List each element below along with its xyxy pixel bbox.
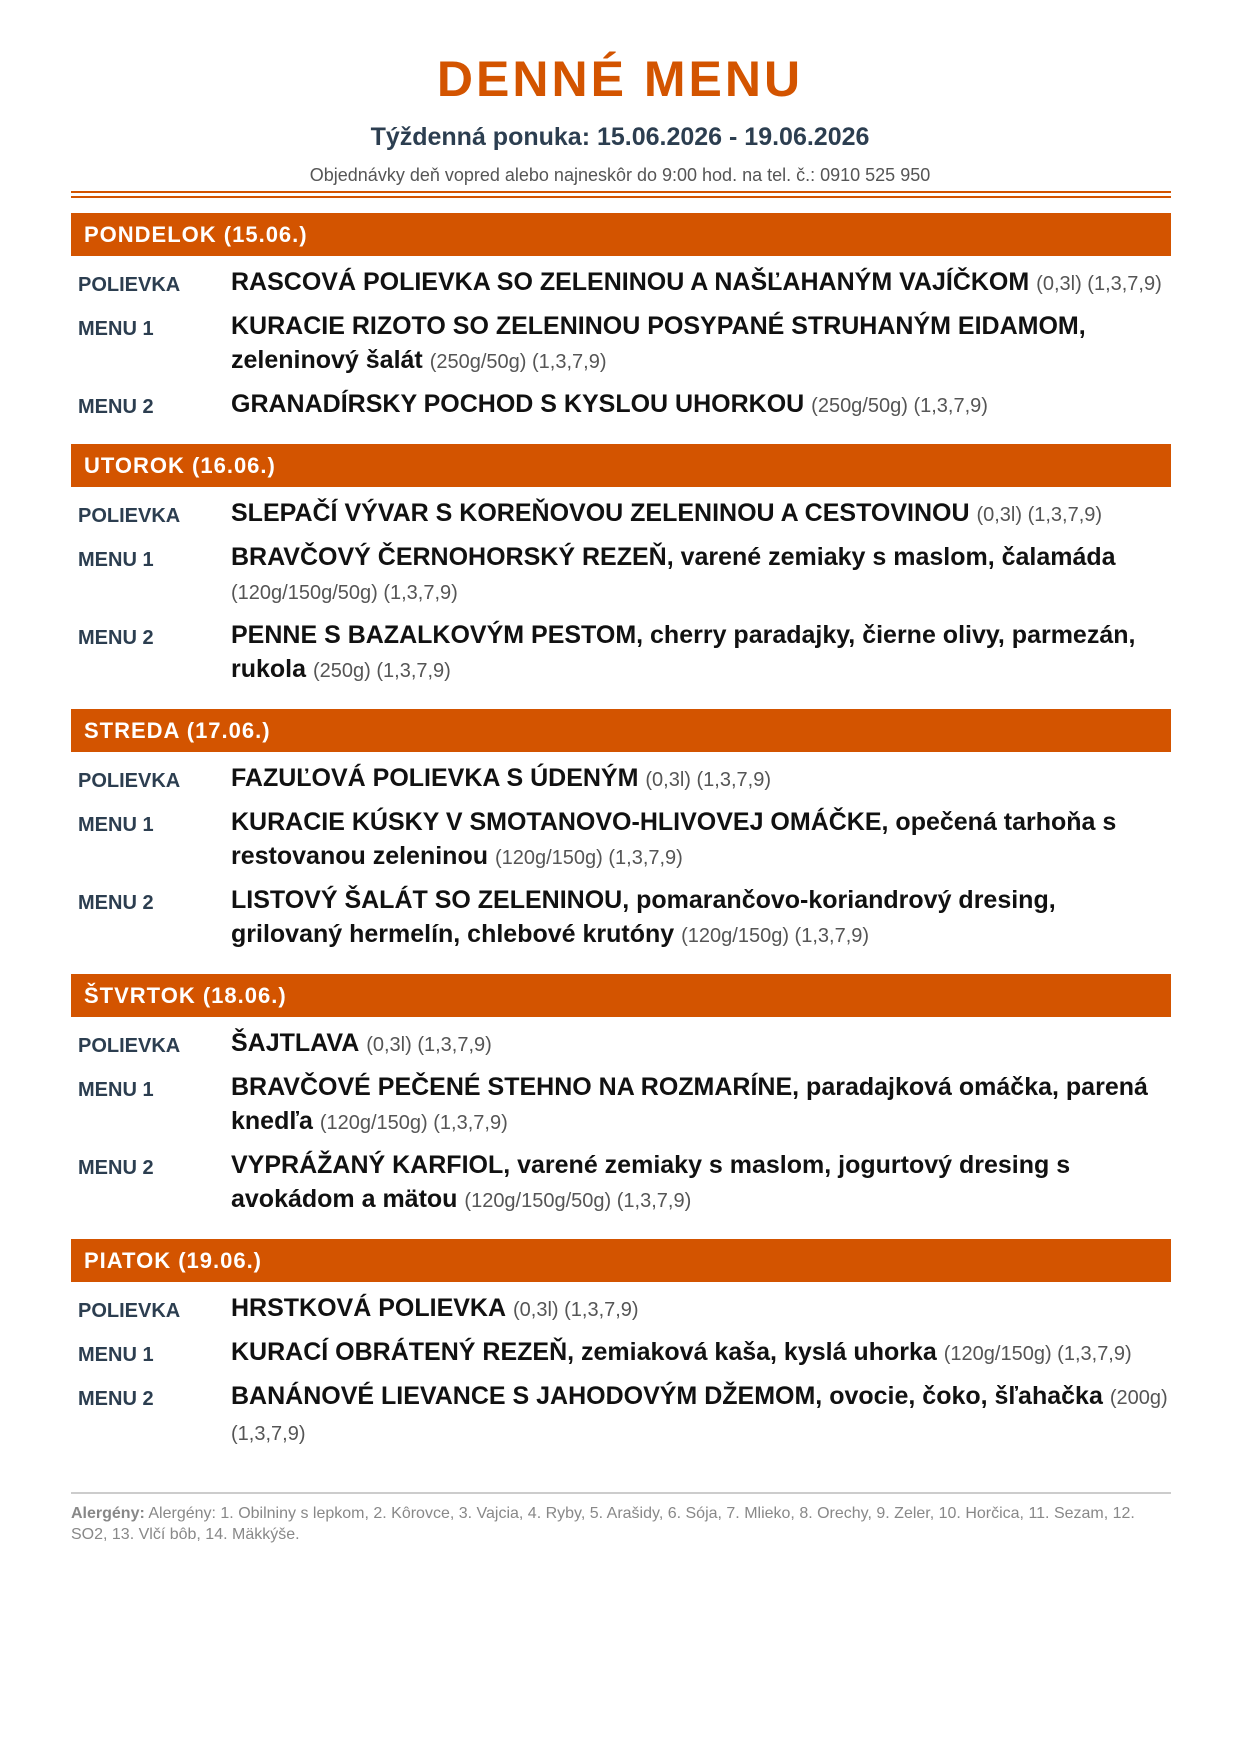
menu-item	[71, 618, 1171, 688]
dish-name: ŠAJTLAVA	[231, 1029, 360, 1057]
dish-name: BRAVČOVÉ PEČENÉ STEHNO NA ROZMARÍNE, paradajková omáčka, parená knedľa	[231, 1073, 1148, 1135]
dish-name: VYPRÁŽANÝ KARFIOL, varené zemiaky s maslom, jogurtový dresing s avokádom a mätou	[231, 1151, 1071, 1213]
item-type: MENU 1	[78, 814, 154, 836]
dish-details: (120g/150g/50g) (1,3,7,9)	[231, 582, 458, 604]
item-type: MENU 2	[78, 892, 154, 914]
item-type: POLIEVKA	[78, 770, 181, 792]
dish-name: BRAVČOVÝ ČERNOHORSKÝ REZEŇ, varené zemiaky s maslom, čalamáda	[231, 543, 1116, 571]
dish-name: KURACÍ OBRÁTENÝ REZEŇ, zemiaková kaša, kyslá uhorka	[231, 1338, 937, 1366]
dish-name: SLEPAČÍ VÝVAR S KOREŇOVOU ZELENINOU A CESTOVINOU	[231, 499, 970, 527]
dish-details: (0,3l) (1,3,7,9)	[976, 504, 1103, 526]
day-heading: STREDA (17.06.)	[71, 709, 1171, 752]
menu-item	[71, 265, 1171, 301]
item-type: MENU 2	[78, 396, 154, 418]
day-section	[71, 444, 1171, 688]
menu-item	[71, 540, 1171, 610]
dish-details: (120g/150g) (1,3,7,9)	[494, 847, 683, 869]
day-heading: ŠTVRTOK (18.06.)	[71, 974, 1171, 1017]
item-type: POLIEVKA	[78, 1035, 181, 1057]
dish-details: (200g) (1,3,7,9)	[231, 1387, 1168, 1445]
menu-item	[71, 761, 1171, 797]
menu-item	[71, 496, 1171, 532]
header-divider	[71, 196, 1171, 198]
item-type: MENU 2	[78, 1388, 154, 1410]
dish-name: KURACIE KÚSKY V SMOTANOVO-HLIVOVEJ OMÁČKE, opečená tarhoňa s restovanou zeleninou	[231, 808, 1117, 870]
dish-details: (250g/50g) (1,3,7,9)	[429, 351, 607, 373]
week-range: Týždenná ponuka: 15.06.2026 - 19.06.2026	[370, 123, 870, 151]
day-section	[71, 974, 1171, 1218]
page-title: DENNÉ MENU	[436, 51, 804, 107]
day-section	[71, 709, 1171, 953]
day-heading: UTOROK (16.06.)	[71, 444, 1171, 487]
menu-item	[71, 387, 1171, 423]
item-type: MENU 1	[78, 318, 154, 340]
day-heading: PIATOK (19.06.)	[71, 1239, 1171, 1282]
menu-item	[71, 1379, 1171, 1451]
item-type: MENU 2	[78, 1157, 154, 1179]
dish-details: (0,3l) (1,3,7,9)	[512, 1299, 639, 1321]
day-section	[71, 1239, 1171, 1451]
footer-divider	[71, 1492, 1171, 1494]
dish-details: (120g/150g) (1,3,7,9)	[319, 1112, 508, 1134]
allergens-note	[71, 1503, 1171, 1545]
dish-name: LISTOVÝ ŠALÁT SO ZELENINOU, pomarančovo-koriandrový dresing, grilovaný hermelín, chlebové krutóny	[231, 886, 1056, 948]
days-list	[71, 213, 1171, 1472]
menu-item	[71, 1026, 1171, 1062]
item-type: POLIEVKA	[78, 1300, 181, 1322]
menu-item	[71, 805, 1171, 875]
menu-item	[71, 1070, 1171, 1140]
menu-item	[71, 309, 1171, 379]
dish-name: KURACIE RIZOTO SO ZELENINOU POSYPANÉ STRUHANÝM EIDAMOM, zeleninový šalát	[231, 312, 1086, 374]
dish-details: (250g) (1,3,7,9)	[312, 660, 451, 682]
header-divider	[71, 191, 1171, 193]
dish-name: HRSTKOVÁ POLIEVKA	[231, 1294, 507, 1322]
allergens-text: Alergény: 1. Obilniny s lepkom, 2. Kôrovce, 3. Vajcia, 4. Ryby, 5. Arašidy, 6. Sója, 7. Mlieko, 8. Orechy, 9. Zeler, 10. Horčica, 11. Sezam, 12. SO2, 13. Vlčí bôb, 14. Mäkkýše.	[71, 1505, 1135, 1543]
menu-item	[71, 883, 1171, 953]
dish-name: BANÁNOVÉ LIEVANCE S JAHODOVÝM DŽEMOM, ovocie, čoko, šľahačka	[231, 1382, 1103, 1410]
dish-details: (120g/150g) (1,3,7,9)	[681, 925, 870, 947]
dish-name: PENNE S BAZALKOVÝM PESTOM, cherry paradajky, čierne olivy, parmezán, rukola	[231, 621, 1136, 683]
menu-item	[71, 1148, 1171, 1218]
allergens-label: Alergény:	[71, 1505, 145, 1522]
menu-item	[71, 1335, 1171, 1371]
dish-details: (0,3l) (1,3,7,9)	[366, 1034, 492, 1056]
day-section	[71, 213, 1171, 423]
day-heading: PONDELOK (15.06.)	[71, 213, 1171, 256]
dish-name: RASCOVÁ POLIEVKA SO ZELENINOU A NAŠĽAHANÝM VAJÍČKOM	[231, 268, 1030, 296]
menu-item	[71, 1291, 1171, 1327]
dish-details: (120g/150g) (1,3,7,9)	[943, 1343, 1132, 1365]
dish-details: (120g/150g/50g) (1,3,7,9)	[464, 1190, 692, 1212]
dish-details: (0,3l) (1,3,7,9)	[645, 769, 771, 791]
item-type: MENU 1	[78, 1079, 154, 1101]
item-type: MENU 1	[78, 1344, 154, 1366]
menu-header	[0, 0, 1240, 186]
dish-details: (250g/50g) (1,3,7,9)	[811, 395, 988, 417]
dish-name: FAZUĽOVÁ POLIEVKA S ÚDENÝM	[231, 764, 639, 792]
item-type: MENU 2	[78, 627, 154, 649]
dish-details: (0,3l) (1,3,7,9)	[1036, 273, 1162, 295]
item-type: POLIEVKA	[78, 505, 181, 527]
dish-name: GRANADÍRSKY POCHOD S KYSLOU UHORKOU	[231, 390, 805, 418]
item-type: POLIEVKA	[78, 274, 181, 296]
item-type: MENU 1	[78, 549, 154, 571]
order-note: Objednávky deň vopred alebo najneskôr do 9:00 hod. na tel. č.: 0910 525 950	[309, 165, 931, 185]
